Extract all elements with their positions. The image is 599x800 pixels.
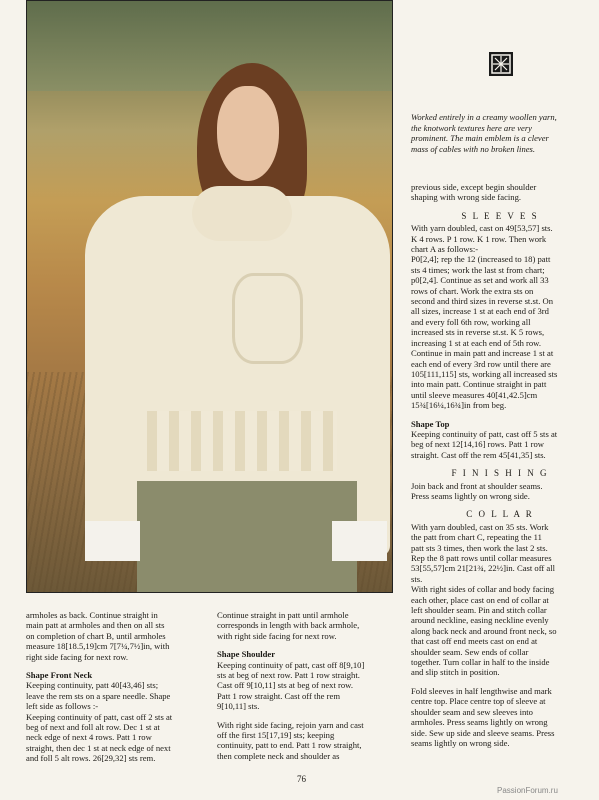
sleeves-text: With yarn doubled, cast on 49[53,57] sts. K 4 rows. P 1 row. K 1 row. Then work chart A as follows:- P0[2,4]; rep the 12 (increased to 18) patt sts 4 times; work the last st from chart; p0[2,4]. Continue as set and work all 33 rows of chart. Work the extra sts on second and third sizes in reverse st.st. On all sizes, increase 1 st at each end of 3rd and every foll 6th row, working all increased sts in reverse st.st. K 5 rows, increasing 1 st at each end of 5th row. Continue in main patt and increase 1 st at each end of every 3rd row until there are 105[111,115] sts, working all increased sts into main patt. Continue straight in patt until sleeve measures 40[41,42.5]cm 15¾[16¼,16¾]in from beg. bbox=[411, 223, 558, 411]
finishing-heading: F I N I S H I N G bbox=[451, 468, 549, 479]
left-column bbox=[26, 610, 211, 772]
collar-heading: C O L L A R bbox=[466, 509, 534, 520]
front-neck-text: Keeping continuity, patt 40[43,46] sts; leave the rem sts on a spare needle. Shape left side as follows :- Keeping continuity of patt, cast off 2 sts at beg of next and foll alt row. Dec 1 st at neck edge of next 4 rows. Patt 1 row straight, then dec 1 st at neck edge of next and foll 5 alt rows. 26[29,32] sts rem. bbox=[26, 680, 173, 764]
finishing-text: Join back and front at shoulder seams. Press seams lightly on wrong side. bbox=[411, 480, 543, 501]
left-shirt-cuff bbox=[85, 521, 140, 561]
photo-caption: Worked entirely in a creamy woollen yarn, the knotwork textures here are very prominent. The main emblem is a clever mass of cables with no broken lines. bbox=[411, 112, 557, 154]
fold-sleeves-text: Fold sleeves in half lengthwise and mark centre top. Place centre top of sleeve at shoulder seam and sew sleeves into armholes. Press seams lightly on wrong side. Sew up side and sleeve seams. Press seams lightly on wrong side. bbox=[411, 685, 555, 748]
sleeves-heading: S L E E V E S bbox=[461, 210, 539, 221]
collar-text: With yarn doubled, cast on 35 sts. Work the patt from chart C, repeating the 11 patt sts 3 times, then work the last 2 sts. Rep the 8 patt rows until collar measures 53[55,57]cm 21[21¾, 22½]in. Cast off all sts. With right sides of collar and body facing each other, place cast on end of collar at left shoulder seam. Pin and stitch collar around neckline, easing neckline evenly along back neck and around front neck, so that cast off end meets cast on end at shoulder seam. Sew ends of collar together. Turn collar in half to the inside and slip stitch in position. bbox=[411, 521, 557, 678]
armholes-text: armholes as back. Continue straight in main patt at armholes and then on all sts on completion of chart B, until armholes measure 18[18.5,19]cm 7[7¼,7½]in, with right side facing for next row. bbox=[26, 610, 170, 662]
previous-side-text: previous side, except begin shoulder shaping with wrong side facing. bbox=[411, 182, 537, 203]
sweater-collar bbox=[192, 186, 292, 241]
rejoin-yarn-text: With right side facing, rejoin yarn and cast off the first 15[17,19] sts; keeping continuity, patt to end. Patt 1 row straight, then complete neck and shoulder as bbox=[217, 719, 364, 761]
cable-band bbox=[147, 411, 337, 471]
model-face bbox=[217, 86, 279, 181]
right-column bbox=[411, 182, 589, 756]
shape-shoulder-heading: Shape Shoulder bbox=[217, 649, 276, 660]
photo-sky bbox=[27, 1, 392, 91]
shape-top-heading: Shape Top bbox=[411, 418, 450, 429]
model-trousers bbox=[137, 481, 357, 593]
watermark: PassionForum.ru bbox=[497, 786, 558, 795]
page-number: 76 bbox=[297, 774, 306, 784]
celtic-knot-icon bbox=[489, 52, 513, 76]
shape-shoulder-text: Keeping continuity of patt, cast off 8[9,10] sts at beg of next row. Patt 1 row straight. Cast off 9[10,11] sts at beg of next row. Patt 1 row straight. Cast off the rem 9[10,11] sts. bbox=[217, 659, 365, 712]
continue-straight-text: Continue straight in patt until armhole corresponds in length with back armhole, with right side facing for next row. bbox=[217, 610, 360, 641]
right-shirt-cuff bbox=[332, 521, 387, 561]
middle-column bbox=[217, 610, 402, 769]
knot-emblem-motif bbox=[232, 273, 303, 364]
shape-top-text: Keeping continuity of patt, cast off 5 sts at beg of next 12[14,16] rows. Patt 1 row straight. Cast off the rem 45[41,35] sts. bbox=[411, 428, 558, 460]
front-neck-heading: Shape Front Neck bbox=[26, 670, 93, 681]
sweater-photo bbox=[26, 0, 393, 593]
